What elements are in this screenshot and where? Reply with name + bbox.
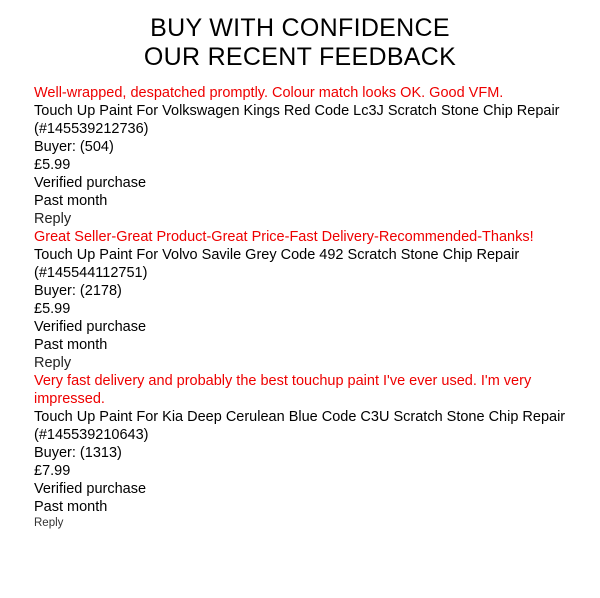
feedback-price: £5.99 xyxy=(34,157,71,173)
list-item xyxy=(34,84,566,228)
feedback-date: Past month xyxy=(34,337,108,353)
feedback-date: Past month xyxy=(34,193,108,209)
feedback-verified-purchase: Verified purchase xyxy=(34,319,147,335)
feedback-reply-link[interactable]: Reply xyxy=(34,211,72,227)
feedback-item-title: Touch Up Paint For Volvo Savile Grey Code 492 Scratch Stone Chip Repair (#145544112751) xyxy=(34,247,520,281)
feedback-date: Past month xyxy=(34,499,108,515)
feedback-price: £5.99 xyxy=(34,301,71,317)
feedback-item-title: Touch Up Paint For Kia Deep Cerulean Blue Code C3U Scratch Stone Chip Repair (#145539210643) xyxy=(34,409,566,443)
feedback-comment: Great Seller-Great Product-Great Price-Fast Delivery-Recommended-Thanks! xyxy=(34,229,534,245)
page-title xyxy=(34,14,566,72)
feedback-reply-link[interactable]: Reply xyxy=(34,355,72,371)
feedback-comment: Well-wrapped, despatched promptly. Colour match looks OK. Good VFM. xyxy=(34,85,504,101)
feedback-buyer: Buyer: (504) xyxy=(34,139,114,155)
page-title-line-2: OUR RECENT FEEDBACK xyxy=(143,43,457,71)
feedback-verified-purchase: Verified purchase xyxy=(34,175,147,191)
feedback-reply-link[interactable]: Reply xyxy=(34,517,64,529)
feedback-item-title: Touch Up Paint For Volkswagen Kings Red Code Lc3J Scratch Stone Chip Repair (#145539212736) xyxy=(34,103,560,137)
list-item xyxy=(34,372,566,531)
feedback-price: £7.99 xyxy=(34,463,71,479)
page-title-line-1: BUY WITH CONFIDENCE xyxy=(150,14,450,42)
list-item xyxy=(34,228,566,372)
feedback-buyer: Buyer: (1313) xyxy=(34,445,122,461)
feedback-comment: Very fast delivery and probably the best touchup paint I've ever used. I'm very impressed. xyxy=(34,373,532,407)
feedback-verified-purchase: Verified purchase xyxy=(34,481,147,497)
feedback-buyer: Buyer: (2178) xyxy=(34,283,122,299)
feedback-list xyxy=(34,84,566,531)
